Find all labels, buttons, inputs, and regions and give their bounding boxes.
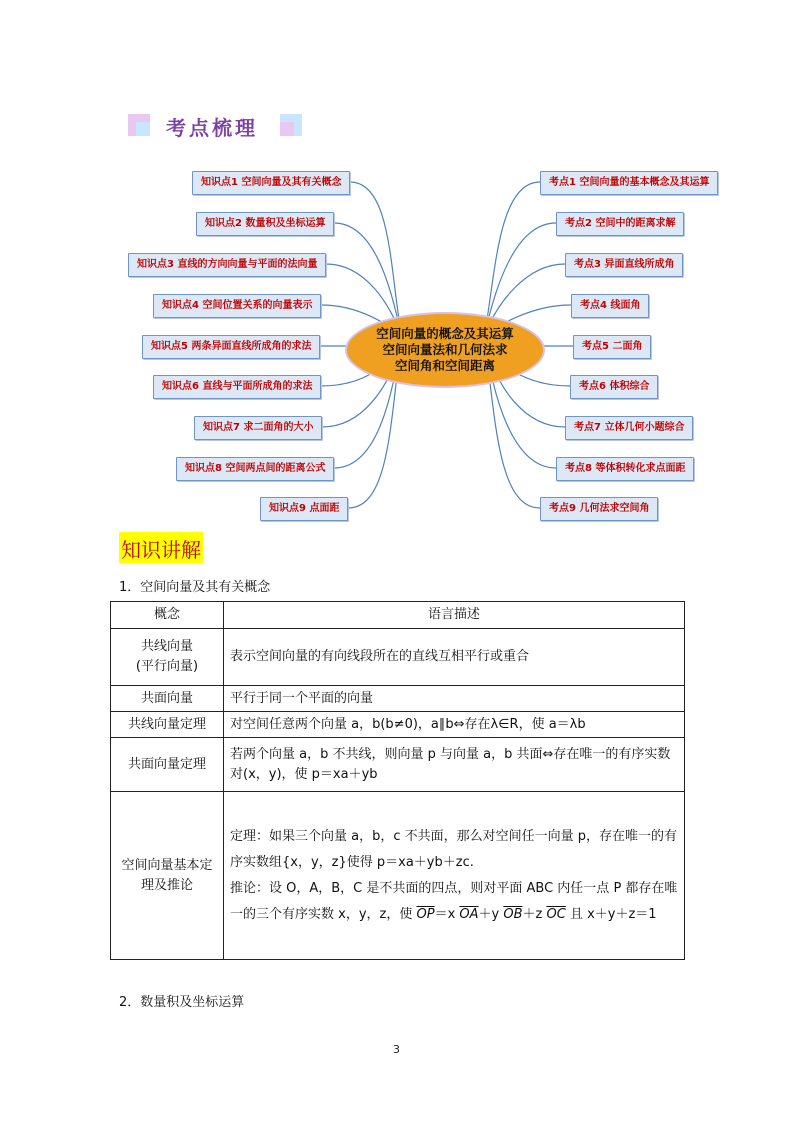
center-line-2: 空间向量法和几何法求 [382, 342, 508, 357]
table-header-row [111, 602, 685, 629]
row-description: 表示空间向量的有向线段所在的直线互相平行或重合 [224, 629, 685, 686]
corollary-text [230, 876, 678, 928]
row-description [224, 792, 685, 960]
header-title: 考点梳理 [166, 116, 258, 140]
section-2-title: 2．数量积及坐标运算 [119, 995, 245, 1010]
knowledge-node-3: 知识点3 直线的方向向量与平面的法向量 [128, 253, 326, 277]
row-concept: 共线向量定理 [111, 712, 224, 738]
table-row [111, 629, 685, 686]
row-concept-line: 空间向量基本定 [121, 857, 213, 873]
exam-node-9: 考点9 几何法求空间角 [540, 497, 658, 521]
mindmap-center-topic [345, 312, 545, 388]
exam-node-3: 考点3 异面直线所成角 [565, 253, 683, 277]
knowledge-node-5: 知识点5 两条异面直线所成角的求法 [142, 335, 320, 359]
table-row [111, 686, 685, 712]
table-header-concept: 概念 [111, 602, 224, 629]
exam-node-2: 考点2 空间中的距离求解 [556, 212, 684, 236]
row-concept-line: 理及推论 [140, 877, 193, 893]
row-concept: 共面向量定理 [111, 738, 224, 792]
knowledge-node-1: 知识点1 空间向量及其有关概念 [192, 171, 350, 195]
vector-oc: $\overline{OC}$ [546, 906, 566, 922]
connector-right [486, 223, 556, 329]
knowledge-node-6: 知识点6 直线与平面所成角的求法 [153, 375, 321, 399]
row-description: 平行于同一个平面的向量 [224, 686, 685, 712]
exam-node-6: 考点6 体积综合 [570, 375, 658, 399]
row-concept [111, 629, 224, 686]
knowledge-node-4: 知识点4 空间位置关系的向量表示 [153, 294, 321, 318]
eq-x: ＝x [434, 906, 456, 922]
exam-node-8: 考点8 等体积转化求点面距 [556, 457, 694, 481]
table-row [111, 712, 685, 738]
vector-op: $\overline{OP}$ [416, 906, 435, 922]
corollary-intro: 推论：设 O，A，B，C 是不共面的四点，则对平面 ABC 内任一点 P 都存在唯一的三个有序实数 x，y，z，使 [230, 880, 678, 922]
plus-y: ＋y [478, 906, 500, 922]
table-row [111, 792, 685, 960]
vector-ob: $\overline{OB}$ [503, 906, 523, 922]
knowledge-node-7: 知识点7 求二面角的大小 [194, 416, 322, 440]
concept-table [110, 601, 685, 960]
theorem-text: 定理：如果三个向量 a，b，c 不共面，那么对空间任一向量 p，存在唯一的有序实数组{x，y，z}使得 p＝xa＋yb＋zc. [230, 828, 678, 870]
row-concept: 共面向量 [111, 686, 224, 712]
exam-node-4: 考点4 线面角 [571, 294, 649, 318]
page-number: 3 [393, 1043, 400, 1056]
exam-node-1: 考点1 空间向量的基本概念及其运算 [540, 171, 718, 195]
row-description: 对空间任意两个向量 a，b(b≠0)，a∥b⇔存在λ∈R，使 a＝λb [224, 712, 685, 738]
connector-left [334, 223, 400, 329]
exam-node-5: 考点5 二面角 [573, 335, 651, 359]
table-row [111, 738, 685, 792]
plus-z: ＋z [522, 906, 543, 922]
center-line-3: 空间角和空间距离 [394, 358, 495, 373]
row-concept-line: 共线向量 [140, 639, 193, 654]
row-concept [111, 792, 224, 960]
vector-oa: $\overline{OA}$ [459, 906, 479, 922]
exam-node-7: 考点7 立体几何小题综合 [565, 416, 693, 440]
corollary-condition: 且 x＋y＋z＝1 [569, 906, 657, 922]
knowledge-node-9: 知识点9 点面距 [260, 497, 348, 521]
row-concept-line: (平行向量) [135, 659, 199, 674]
knowledge-title: 知识讲解 [119, 532, 203, 563]
table-header-description: 语言描述 [224, 602, 685, 629]
knowledge-node-8: 知识点8 空间两点间的距离公式 [176, 457, 334, 481]
row-description: 若两个向量 a，b 不共线，则向量 p 与向量 a，b 共面⇔存在唯一的有序实数对(x，y)，使 p＝xa＋yb [224, 738, 685, 792]
knowledge-node-2: 知识点2 数量积及坐标运算 [196, 212, 334, 236]
section-1-title: 1．空间向量及其有关概念 [119, 580, 271, 595]
center-line-1: 空间向量的概念及其运算 [376, 326, 514, 341]
